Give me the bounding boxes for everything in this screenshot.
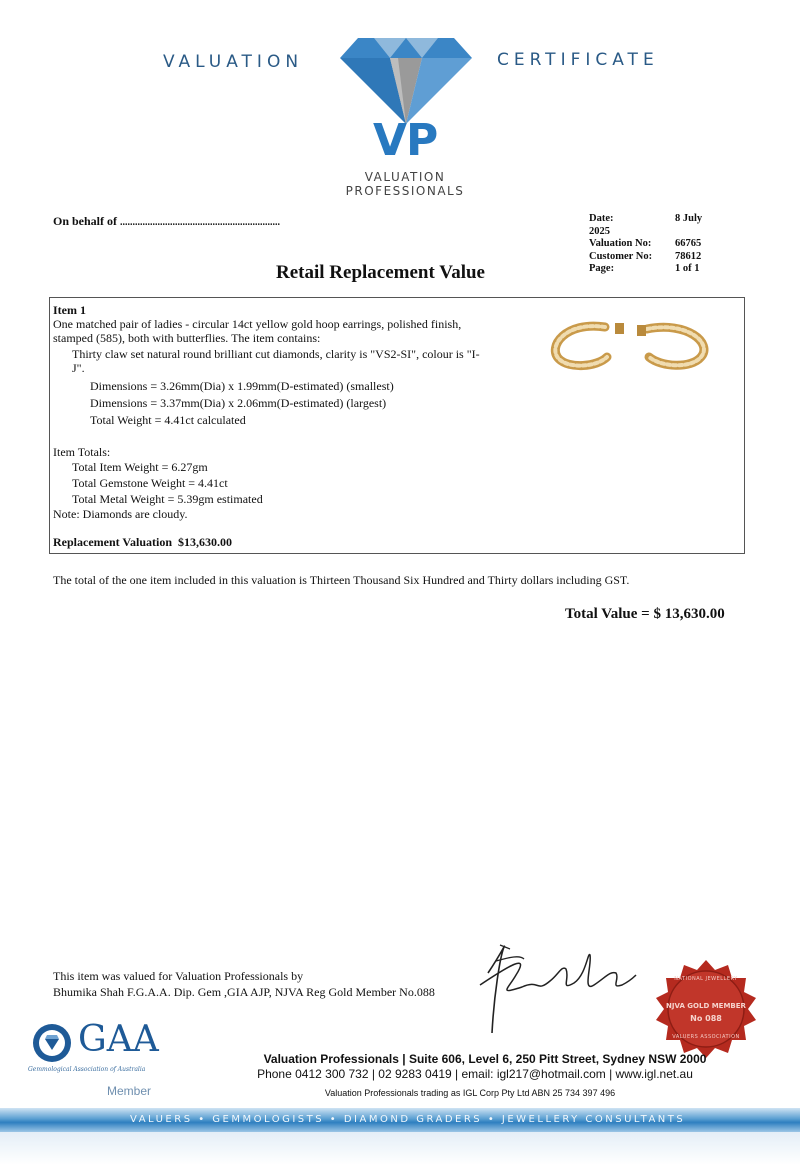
total-value: Total Value = $ 13,630.00 <box>565 606 725 622</box>
footer-band-fade <box>0 1132 800 1165</box>
on-behalf-dots: ................................................................ <box>120 217 281 228</box>
signature-icon <box>470 935 640 1035</box>
meta-valuation-label: Valuation No: <box>589 238 652 249</box>
meta-page-label: Page: <box>589 263 615 274</box>
meta-page <box>589 263 719 276</box>
valuer-line-1: This item was valued for Valuation Professionals by <box>53 969 304 983</box>
replacement-valuation-label: Replacement Valuation <box>53 535 173 549</box>
meta-customer-no <box>589 251 719 264</box>
item-totals-heading: Item Totals: <box>53 445 111 459</box>
item-description-2: stamped (585), both with butterflies. The item contains: <box>53 331 321 345</box>
valuation-summary: The total of the one item included in this valuation is Thirteen Thousand Six Hundred and Thirty dollars including GST. <box>53 573 630 587</box>
meta-page-value: 1 of 1 <box>675 263 700 274</box>
item-description-1: One matched pair of ladies - circular 14ct yellow gold hoop earrings, polished finish, <box>53 317 462 331</box>
footer-band-text: VALUERS • GEMMOLOGISTS • DIAMOND GRADERS • JEWELLERY CONSULTANTS <box>130 1114 686 1125</box>
meta-block <box>589 213 719 276</box>
seal-middle-text: NJVA GOLD MEMBER <box>666 1002 746 1010</box>
logo-subtitle-line-2: PROFESSIONALS <box>345 184 465 198</box>
item-contains-1: Thirty claw set natural round brilliant cut diamonds, clarity is "VS2-SI", colour is "I- <box>72 347 480 361</box>
item-note: Note: Diamonds are cloudy. <box>53 507 188 521</box>
item-heading: Item 1 <box>53 303 86 317</box>
meta-valuation-value: 66765 <box>675 238 702 249</box>
footer-address: Valuation Professionals | Suite 606, Level 6, 250 Pitt Street, Sydney NSW 2000 <box>263 1052 707 1066</box>
item-dimensions-largest: Dimensions = 3.37mm(Dia) x 2.06mm(D-estimated) (largest) <box>90 396 387 410</box>
seal-number-text: No 088 <box>690 1014 722 1023</box>
on-behalf-label: On behalf of <box>53 214 118 228</box>
seal-bottom-text: VALUERS ASSOCIATION <box>672 1034 740 1040</box>
document-title: Retail Replacement Value <box>276 262 485 283</box>
meta-valuation-no <box>589 238 719 251</box>
item-total-weight: Total Weight = 4.41ct calculated <box>90 413 246 427</box>
logo-subtitle-line-1: VALUATION <box>364 170 446 184</box>
item-total-metal-weight: Total Metal Weight = 5.39gm estimated <box>72 492 263 506</box>
on-behalf-of <box>53 214 280 229</box>
item-box <box>49 297 745 554</box>
diamond-logo-icon <box>338 36 474 126</box>
footer-contact: Phone 0412 300 732 | 02 9283 0419 | email: igl217@hotmail.com | www.igl.net.au <box>257 1067 693 1081</box>
header-valuation-word: VALUATION <box>163 52 304 72</box>
footer-band <box>0 1108 800 1132</box>
item-dimensions-smallest: Dimensions = 3.26mm(Dia) x 1.99mm(D-estimated) (smallest) <box>90 379 394 393</box>
meta-date-value: 8 July 2025 <box>589 213 703 237</box>
item-contains-2: J". <box>72 361 85 375</box>
meta-date-label: Date: <box>589 213 614 224</box>
header-certificate-word: CERTIFICATE <box>497 50 659 70</box>
meta-date <box>589 213 719 238</box>
logo-subtitle <box>330 170 480 198</box>
seal-top-text: NATIONAL JEWELLERY <box>674 976 738 982</box>
gaa-logo-letters: GAA <box>78 1019 159 1060</box>
replacement-valuation <box>53 535 232 549</box>
meta-customer-value: 78612 <box>675 250 702 262</box>
vp-logo-letters: VP <box>373 115 438 166</box>
meta-customer-label: Customer No: <box>589 250 653 262</box>
valuer-line-2: Bhumika Shah F.G.A.A. Dip. Gem ,GIA AJP, NJVA Reg Gold Member No.088 <box>53 985 435 999</box>
replacement-valuation-value: $13,630.00 <box>178 535 233 549</box>
gaa-subtitle: Gemmological Association of Australia <box>28 1066 146 1073</box>
item-total-gemstone-weight: Total Gemstone Weight = 4.41ct <box>72 476 228 490</box>
earrings-photo <box>545 315 715 375</box>
gaa-member-label: Member <box>107 1084 152 1098</box>
item-total-item-weight: Total Item Weight = 6.27gm <box>72 460 208 474</box>
footer-abn: Valuation Professionals trading as IGL Corp Pty Ltd ABN 25 734 397 496 <box>324 1088 616 1098</box>
